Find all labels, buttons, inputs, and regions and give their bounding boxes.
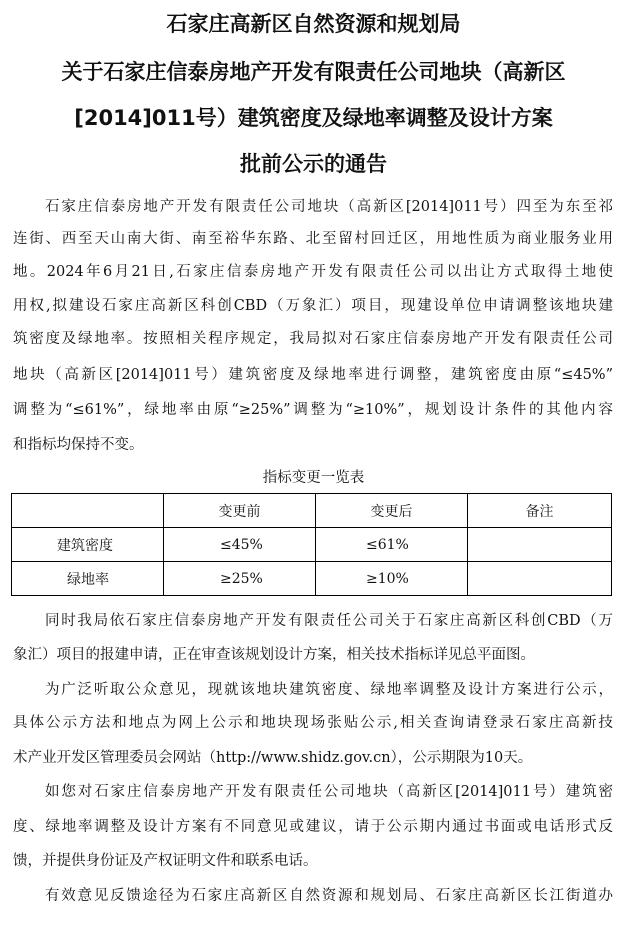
table-cell: ≤45% [164, 528, 316, 562]
paragraph-2-line: 同时我局依石家庄信泰房地产开发有限责任公司关于石家庄高新区科创CBD（万 [45, 613, 613, 629]
table-row [12, 562, 612, 596]
paragraph-1-line: 筑密度及绿地率。按照相关程序规定，我局拟对石家庄信泰房地产开发有限责任公司 [13, 331, 613, 347]
table-caption: 指标变更一览表 [262, 470, 365, 486]
table-cell: 绿地率 [12, 562, 164, 596]
table-cell: ≤61% [316, 528, 468, 562]
paragraph-1-line: 和指标均保持不变。 [13, 437, 144, 453]
paragraph-1-line: 地。2024年6月21日,石家庄信泰房地产开发有限责任公司以出让方式取得土地使 [13, 264, 613, 280]
paragraph-3-line: 术产业开发区管理委员会网站（http://www.shidz.gov.cn），公示期限为10天。 [13, 750, 533, 766]
paragraph-3-line: 具体公示方法和地点为网上公示和地块现场张贴公示,相关查询请登录石家庄高新技 [13, 715, 613, 731]
table-cell [468, 528, 612, 562]
paragraph-5-line: 有效意见反馈途径为石家庄高新区自然资源和规划局、石家庄高新区长江街道办 [45, 888, 613, 904]
notice-title-line-1: 石家庄高新区自然资源和规划局 [166, 12, 461, 36]
paragraph-4-line: 馈，并提供身份证及产权证明文件和联系电话。 [13, 853, 318, 869]
notice-title-line-4: 批前公示的通告 [240, 152, 387, 176]
paragraph-3-line: 为广泛听取公众意见，现就该地块建筑密度、绿地率调整及设计方案进行公示， [45, 682, 613, 698]
table-cell: ≥10% [316, 562, 468, 596]
notice-title-line-2: 关于石家庄信泰房地产开发有限责任公司地块（高新区 [61, 60, 566, 84]
paragraph-1-line: 石家庄信泰房地产开发有限责任公司地块（高新区[2014]011号）四至为东至祁 [45, 199, 613, 215]
table-cell: ≥25% [164, 562, 316, 596]
paragraph-4-line: 如您对石家庄信泰房地产开发有限责任公司地块（高新区[2014]011号）建筑密 [45, 784, 613, 800]
paragraph-1-line: 用权,拟建设石家庄高新区科创CBD（万象汇）项目，现建设单位申请调整该地块建 [13, 298, 613, 314]
table-cell: 建筑密度 [12, 528, 164, 562]
paragraph-1-line: 连街、西至天山南大街、南至裕华东路、北至留村回迁区，用地性质为商业服务业用 [13, 231, 613, 247]
table-header-cell [12, 494, 164, 528]
paragraph-1-line: 调整为“≤61%”，绿地率由原“≥25%”调整为“≥10%”，规划设计条件的其他内容 [13, 402, 613, 418]
paragraph-2-line: 象汇）项目的报建申请，正在审查该规划设计方案，相关技术指标详见总平面图。 [13, 647, 535, 663]
table-header-row [12, 494, 612, 528]
table-header-cell: 变更前 [164, 494, 316, 528]
indicator-change-table [11, 493, 612, 596]
paragraph-1-line: 地块（高新区[2014]011号）建筑密度及绿地率进行调整，建筑密度由原“≤45%” [13, 367, 613, 383]
table-header-cell: 备注 [468, 494, 612, 528]
table-cell [468, 562, 612, 596]
paragraph-4-line: 度、绿地率调整及设计方案有不同意见或建议，请于公示期内通过书面或电话形式反 [13, 819, 613, 835]
notice-title-line-3: [2014]011号）建筑密度及绿地率调整及设计方案 [74, 106, 553, 130]
table-header-cell: 变更后 [316, 494, 468, 528]
table-row [12, 528, 612, 562]
